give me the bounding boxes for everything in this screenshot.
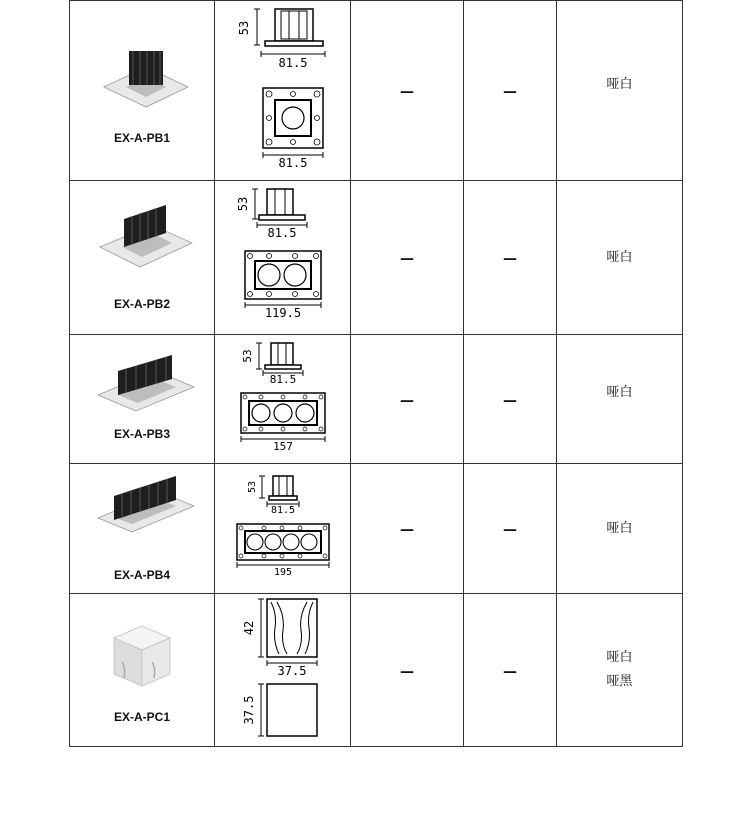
dimension-drawing — [215, 335, 350, 459]
empty-dash: — — [503, 392, 517, 409]
spec-cell-4 — [464, 594, 557, 747]
dim-width-side-text: 81.5 — [270, 505, 296, 516]
empty-dash: — — [503, 251, 517, 267]
spec-cell-4 — [464, 335, 557, 464]
product-cell — [70, 335, 215, 464]
product-cell — [70, 181, 215, 335]
product-render-image — [96, 353, 196, 423]
color-cell — [557, 464, 683, 594]
empty-dash: — — [400, 251, 414, 267]
table-row — [70, 335, 683, 464]
dimension-drawing-cell — [215, 464, 351, 594]
dimension-drawing-cell — [215, 335, 351, 464]
spec-cell-4 — [464, 181, 557, 335]
product-render-image — [96, 203, 196, 283]
dim-width-side-text: 81.5 — [278, 56, 308, 70]
empty-dash: — — [400, 84, 414, 100]
spec-cell-3 — [351, 181, 464, 335]
color-cell — [557, 335, 683, 464]
product-cell — [70, 1, 215, 181]
dim-height-text: 53 — [247, 480, 258, 494]
dim-width-top-text: 195 — [273, 567, 293, 578]
empty-dash: — — [400, 522, 414, 538]
dim-width-side-text: 81.5 — [269, 373, 297, 386]
dimension-drawing-cell — [215, 181, 351, 335]
color-option: 哑白 — [606, 520, 633, 536]
model-label: EX-A-PB3 — [113, 427, 170, 441]
dim-width-top-text: 119.5 — [264, 306, 302, 320]
color-cell — [557, 594, 683, 747]
color-option: 哑黑 — [606, 674, 633, 689]
dimension-drawing-cell — [215, 1, 351, 181]
model-label: EX-A-PC1 — [113, 710, 170, 724]
dimension-drawing — [215, 181, 350, 330]
color-option: 哑白 — [606, 650, 633, 665]
spec-cell-3 — [351, 335, 464, 464]
empty-dash: — — [503, 663, 517, 680]
dim-width-top-text: 81.5 — [278, 156, 308, 170]
product-cell — [70, 464, 215, 594]
table-row — [70, 181, 683, 335]
product-cell — [70, 594, 215, 747]
table-row — [70, 594, 683, 747]
product-render-image — [108, 618, 178, 694]
model-label: EX-A-PB2 — [113, 297, 170, 311]
dim-height-text: 53 — [237, 20, 251, 36]
dimension-drawing — [215, 1, 350, 176]
dimension-drawing — [215, 594, 350, 742]
product-render-image — [96, 474, 196, 544]
spec-cell-3 — [351, 594, 464, 747]
color-cell — [557, 1, 683, 181]
table-row — [70, 464, 683, 594]
dim-height-text: 53 — [241, 349, 254, 363]
empty-dash: — — [400, 663, 414, 680]
dimension-drawing-cell — [215, 594, 351, 747]
dim-height-text: 42 — [242, 620, 256, 636]
dim-width-side-text: 37.5 — [277, 664, 307, 678]
table-row — [70, 1, 683, 181]
color-option: 哑白 — [606, 385, 633, 400]
product-spec-table — [69, 0, 683, 747]
model-label: EX-A-PB1 — [113, 131, 170, 145]
dimension-drawing — [215, 464, 350, 589]
color-cell — [557, 181, 683, 335]
color-option: 哑白 — [606, 76, 633, 92]
spec-cell-3 — [351, 464, 464, 594]
spec-cell-4 — [464, 464, 557, 594]
model-label: EX-A-PB4 — [113, 568, 170, 582]
product-render-image — [96, 39, 196, 119]
dim-height-text: 53 — [236, 196, 250, 212]
spec-cell-3 — [351, 1, 464, 181]
dim-width-side-text: 81.5 — [267, 226, 297, 240]
dim-width-top-text: 37.5 — [242, 695, 256, 725]
spec-cell-4 — [464, 1, 557, 181]
empty-dash: — — [503, 84, 517, 100]
dim-width-top-text: 157 — [273, 440, 293, 453]
empty-dash: — — [503, 522, 517, 538]
empty-dash: — — [400, 392, 414, 409]
color-option: 哑白 — [606, 249, 633, 265]
